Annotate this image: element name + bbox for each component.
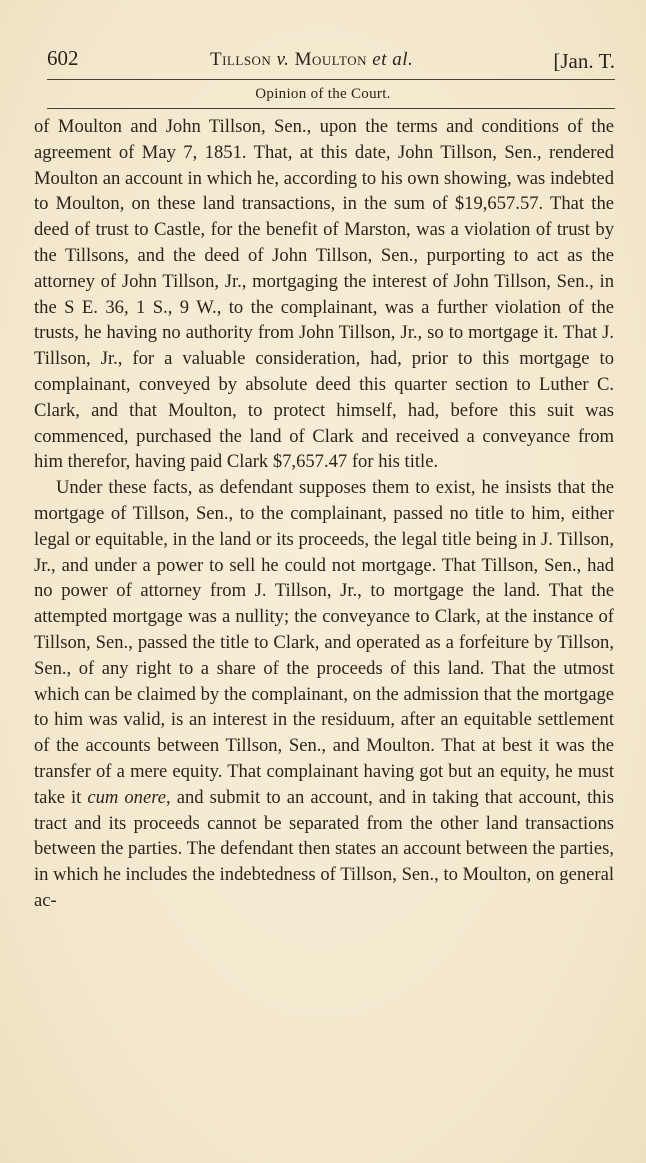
- versus-label: v.: [276, 49, 290, 70]
- case-party-b: Moulton: [294, 49, 368, 70]
- running-header: [47, 46, 615, 80]
- case-title: [210, 49, 413, 71]
- et-al-label: et al.: [372, 49, 414, 70]
- paragraph-1-text: of Moulton and John Tillson, Sen., upon the terms and conditions of the agreement of May 7, 1851. That, at this date, John Tillson, Sen., rendered Moulton an account in which he, according to his own showing, was indebted to Moulton, on these land transactions, in the sum of $19,657.57. That the deed of trust to Castle, for the benefit of Marston, was a violation of trust by the Tillsons, and the deed of John Tillson, Sen., purporting to act as the attorney of John Tillson, Jr., mortgaging the interest of John Tillson, Sen., in the S E. 36, 1 S., 9 W., to the complainant, was a further violation of the trusts, he having no authority from John Tillson, Jr., so to mortgage it. That J. Tillson, Jr., for a valuable consideration, had, prior to this mortgage to complainant, conveyed by absolute deed this quarter section to Luther C. Clark, and that Moulton, to protect himself, had, before this suit was commenced, purchased the land of Clark and received a conveyance from him therefor, having paid Clark $7,657.47 for his title.: [34, 116, 614, 473]
- header-rule-top: [47, 79, 615, 80]
- latin-phrase: cum onere: [87, 786, 167, 808]
- paragraph-2-text-a: Under these facts, as defendant supposes them to exist, he insists that the mortgage of Tillson, Sen., to the complainant, passed no title to him, either legal or equitable, in the land or its proceeds, the legal title being in J. Tillson, Jr., and under a power to sell he could not mortgage. That Tillson, Sen., had no power of attorney from J. Tillson, Jr., to mortgage the land. That the attempted mortgage was a nullity; the conveyance to Clark, at the instance of Tillson, Sen., passed the title to Clark, and operated as a forfeiture by Tillson, Sen., of any right to a share of the proceeds of this land. That the utmost which can be claimed by the complainant, on the admission that the mortgage to him was valid, is an interest in the residuum, after an equitable settlement of the accounts between Tillson, Sen., and Moulton. That at best it was the transfer of a mere equity. That complainant having got but an equity, he must take it: [34, 477, 614, 808]
- paragraph-1: [34, 114, 614, 475]
- paragraph-2-text-b: , and submit to an account, and in taking that account, this tract and its proceeds cannot be separated from the other land transactions between the parties. The defendant then states an account between the parties, in which he includes the indebtedness of Tillson, Sen., to Moulton, on general ac-: [34, 786, 614, 911]
- paragraph-2: [34, 475, 614, 914]
- court-term: [Jan. T.: [553, 49, 615, 73]
- opinion-body: [34, 114, 614, 914]
- section-subheader: Opinion of the Court.: [255, 86, 391, 102]
- header-rule-bottom: [47, 108, 615, 109]
- page-number: 602: [47, 46, 79, 70]
- case-party-a: Tillson: [210, 49, 272, 70]
